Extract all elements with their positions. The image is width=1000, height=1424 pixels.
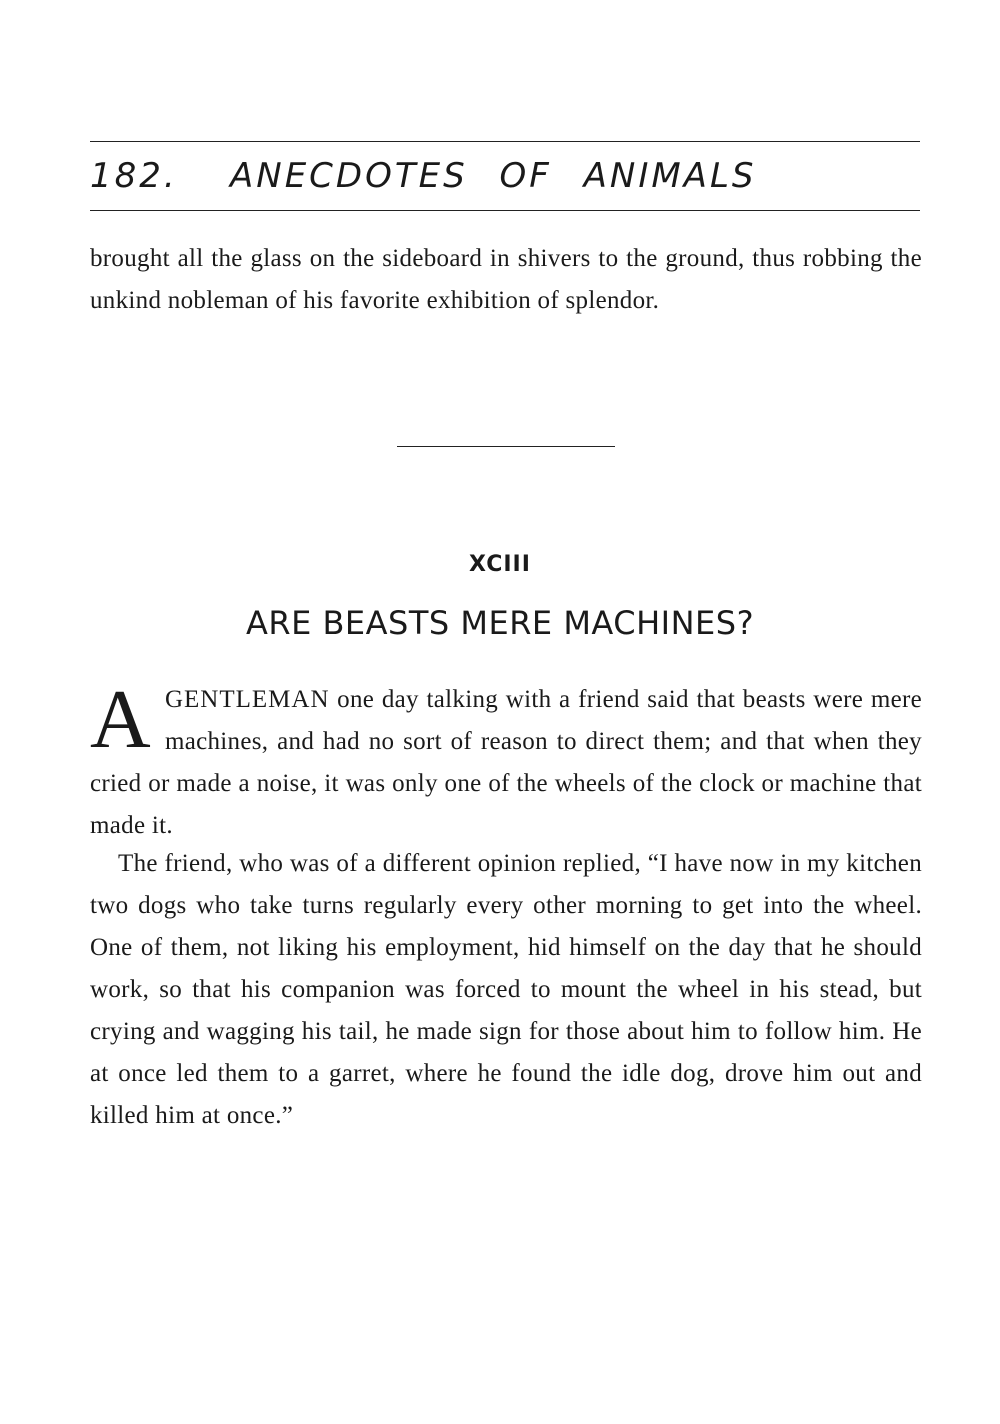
page-number: 182.: [90, 156, 178, 196]
drop-cap: A: [90, 673, 151, 766]
chapter-number: XCIII: [469, 552, 531, 577]
body-paragraph-2: The friend, who was of a different opinion replied, “I have now in my kitchen two dogs who take turns regularly every other morning to get into the wheel. One of them, not liking his employment, hid himself on the day that he should work, so that his companion was forced to mount the wheel in his stead, but crying and wagging his tail, he made sign for those about him to follow him. He at once led them to a garret, where he found the idle dog, drove him out and killed him at once.”: [90, 850, 922, 1129]
body-paragraph-1: [90, 673, 922, 847]
section-divider: [397, 446, 615, 447]
lead-word: GENTLEMAN: [164, 686, 330, 713]
header-rule-top: [90, 141, 920, 142]
continuation-paragraph: brought all the glass on the sideboard in shivers to the ground, thus robbing the unkind nobleman of his favorite exhibition of splendor.: [90, 245, 922, 314]
running-head: [90, 150, 920, 202]
book-title: ANECDOTES OF ANIMALS: [230, 156, 757, 196]
header-rule-bottom: [90, 210, 920, 211]
chapter-title: ARE BEASTS MERE MACHINES?: [245, 604, 755, 642]
paragraph-1-text: one day talking with a friend said that beasts were mere machines, and had no sort of reason to direct them; and that when they cried or made a noise, it was only one of the wheels of the clock or machine that made it.: [90, 686, 922, 839]
